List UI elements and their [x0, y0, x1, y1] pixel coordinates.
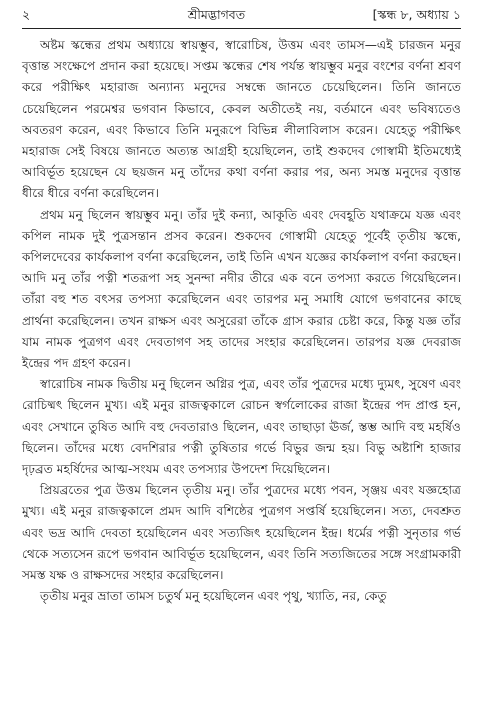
paragraph-1: অষ্টম স্কন্ধের প্রথম অধ্যায়ে স্বায়ম্ভুব, স্বারোচিষ, উত্তম এবং তামস—এই চারজন মনুর বৃত্তান্ত সংক্ষেপে প্রদান করা হয়েছে। সপ্তম স্কন্ধের শেষ পর্যন্ত স্বায়ম্ভুব মনুর বংশের বর্ণনা শ্রবণ করে পরীক্ষিৎ মহারাজ অন্যান্য মনুদের সম্বন্ধে জানতে চেয়েছিলেন। তিনি জানতে চেয়েছিলেন পরমেশ্বর ভগবান কিভাবে, কেবল অতীতেই নয়, বর্তমানে এবং ভবিষ্যতেও অবতরণ করেন, এবং কিভাবে তিনি মনুরূপে বিভিন্ন লীলাবিলাস করেন। যেহেতু পরীক্ষিৎ মহারাজ সেই বিষয়ে জানতে অত্যন্ত আগ্রহী হয়েছিলেন, তাই শুকদেব গোস্বামী ইতিমধ্যেই আবির্ভূত হয়েছেন যে ছয়জন মনু তাঁদের কথা বর্ণনা করার পর, অন্য সমস্ত মনুদের বৃত্তান্ত ধীরে ধীরে বর্ণনা করেছিলেন।	[22, 38, 461, 201]
paragraph-4: প্রিয়ব্রতের পুত্র উত্তম ছিলেন তৃতীয় মনু। তাঁর পুত্রদের মধ্যে পবন, সৃঞ্জয় এবং যজ্ঞহোত্র মুখ্য। এই মনুর রাজত্বকালে প্রমদ আদি বশিষ্ঠের পুত্রগণ সপ্তর্ষি হয়েছিলেন। সত্য, দেবশ্রুত এবং ভদ্র আদি দেবতা হয়েছিলেন এবং সত্যজিৎ হয়েছিলেন ইন্দ্র। ধর্মের পত্নী সুনৃতার গর্ভ থেকে সত্যসেন রূপে ভগবান আবির্ভূত হয়েছিলেন, এবং তিনি সত্যজিতের সঙ্গে সংগ্রামকারী সমস্ত যক্ষ ও রাক্ষসদের সংহার করেছিলেন।	[22, 483, 461, 583]
paragraph-3: স্বারোচিষ নামক দ্বিতীয় মনু ছিলেন অগ্নির পুত্র, এবং তাঁর পুত্রদের মধ্যে দ্যুমৎ, সুষেণ এবং রোচিষ্মৎ ছিলেন মুখ্য। এই মনুর রাজত্বকালে রোচন স্বর্গলোকের রাজা ইন্দ্রের পদ প্রাপ্ত হন, এবং সেখানে তুষিত আদি বহু দেবতারাও ছিলেন, এবং তাছাড়া ঊর্জ, স্তম্ভ আদি বহু মহর্ষিও ছিলেন। তাঁদের মধ্যে বেদশিরার পত্নী তুষিতার গর্ভে বিভুর জন্ম হয়। বিভু অষ্টাশি হাজার দৃঢ়ব্রত মহর্ষিদের আত্ম-সংযম এবং তপস্যার উপদেশ দিয়েছিলেন।	[22, 377, 461, 477]
paragraph-2: প্রথম মনু ছিলেন স্বায়ম্ভুব মনু। তাঁর দুই কন্যা, আকূতি এবং দেবহূতি যথাক্রমে যজ্ঞ এবং কপিল নামক দুই পুত্রসন্তান প্রসব করেন। শুকদেব গোস্বামী যেহেতু পূর্বেই তৃতীয় স্কন্ধে, কপিলদেবের কার্যকলাপ বর্ণনা করেছিলেন, তাই তিনি এখন যজ্ঞের কার্যকলাপ বর্ণনা করছেন। আদি মনু তাঁর পত্নী শতরূপা সহ সুনন্দা নদীর তীরে এক বনে তপস্যা করতে গিয়েছিলেন। তাঁরা বহু শত বৎসর তপস্যা করেছিলেন এবং তারপর মনু সমাধি যোগে ভগবানের কাছে প্রার্থনা করেছিলেন। তখন রাক্ষস এবং অসুরেরা তাঁকে গ্রাস করার চেষ্টা করে, কিন্তু যজ্ঞ তাঁর যাম নামক পুত্রগণ এবং দেবতাগণ সহ তাদের সংহার করেছিলেন। তারপর যজ্ঞ দেবরাজ ইন্দ্রের পদ গ্রহণ করেন।	[22, 207, 461, 371]
chapter-reference: [স্কন্ধ ৮, অধ্যায় ১	[372, 7, 461, 22]
page-header	[22, 6, 461, 26]
paragraph-5: তৃতীয় মনুর ভ্রাতা তামস চতুর্থ মনু হয়েছিলেন এবং পৃথু, খ্যাতি, নর, কেতু	[40, 589, 387, 604]
book-title: শ্রীমদ্ভাগবত	[187, 7, 246, 22]
page-body	[22, 35, 461, 607]
page-number: ২	[22, 7, 31, 22]
header-rule	[22, 28, 461, 29]
